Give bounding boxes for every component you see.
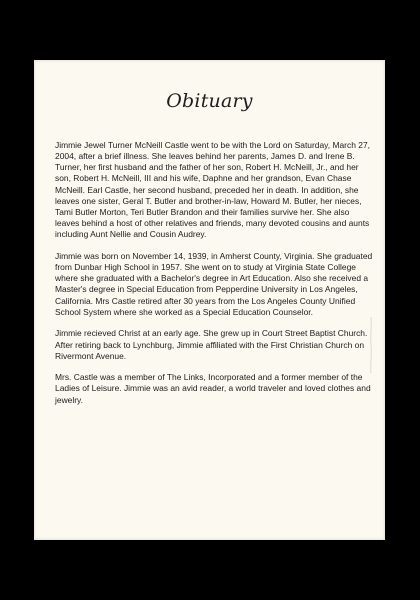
- paragraph-memberships: Mrs. Castle was a member of The Links, Incorporated and a former member of the Ladies of Leisure. Jimmie was an avid reader, a world traveler and loved clothes and jewelry.: [55, 372, 371, 405]
- paragraph-family: Jimmie Jewel Turner McNeill Castle went to be with the Lord on Saturday, March 27, 2004, after a brief illness. She leaves behind her parents, James D. and Irene B. Turner, her first husband and the father of her son, Robert H. McNeill, Jr., and her son, Robert H. McNeill, III and his wife, Daphne and her grandson, Evan Chase McNeill. Earl Castle, her second husband, preceded her in death. In addition, she leaves one sister, Geral T. Butler and brother-in-law, Howard M. Butler, her nieces, Tami Butler Morton, Teri Butler Brandon and their families survive her. She also leaves behind a host of other relatives and friends, many devoted cousins and aunts including Aunt Nellie and Cousin Audrey.: [55, 140, 370, 240]
- paragraph-education-career: Jimmie was born on November 14, 1939, in Amherst County, Virginia. She graduated from Dunbar High School in 1957. She went on to study at Virginia State College where she graduated with a Bachelor's degree in Art Education. Also she received a Master's degree in Special Education from Pepperdine University in Los Angeles, California. Mrs Castle retired after 30 years from the Los Angeles County Unified School System where she worked as a Special Education Counselor.: [55, 250, 373, 317]
- paragraph-faith: Jimmie recieved Christ at an early age. She grew up in Court Street Baptist Church. After retiring back to Lynchburg, Jimmie affiliated with the First Christian Church on Rivermont Avenue.: [55, 328, 368, 361]
- obituary-page: [34, 60, 385, 540]
- page-title: Obituary: [166, 90, 253, 112]
- pencil-mark-icon: [367, 315, 375, 375]
- obituary-body: [55, 140, 373, 416]
